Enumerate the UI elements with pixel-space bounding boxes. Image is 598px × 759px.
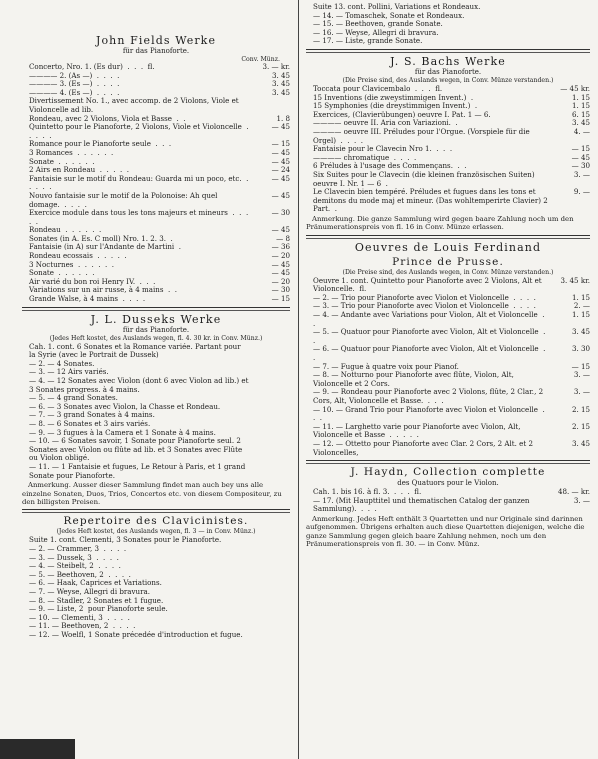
catalog-entry xyxy=(22,437,290,463)
bach-title: J. S. Bachs Werke xyxy=(390,54,506,68)
entry-price: 3. 45 xyxy=(571,118,590,128)
entry-price xyxy=(549,20,590,29)
entry-price: 3. 45 xyxy=(571,438,590,448)
entry-title: 15 Inventions (die zweystimmigen Invent.) . xyxy=(313,92,474,102)
entry-title: 3 Nocturnes . . . . . . xyxy=(29,259,115,269)
entry-price xyxy=(249,97,290,114)
catalog-entry xyxy=(22,463,290,480)
entry-title: ———— chromatique . . . . xyxy=(313,152,417,162)
catalog-entry xyxy=(306,328,590,345)
haydn-remark: Anmerkung. Jedes Heft enthält 3 Quartetten und nur Originale sind darinnen aufgenommen. Übrigens erhalten auch diese Quartetten diejenigen, welche die ganze Sammlung gegen gleich baare Zahlung nehmen, noch um den Pränumerationspreis von fl. 30. — in Conv. Münz. xyxy=(306,514,585,549)
entry-price: — 8 xyxy=(276,233,290,243)
catalog-entry xyxy=(306,423,590,440)
entry-title: — 11. — Larghetto varie pour Pianoforte avec Violon, Alt, Violoncelle et Basse . . . . . xyxy=(313,421,523,440)
entry-title: — 5. — Beethoven, 2 . . . . xyxy=(29,569,131,579)
catalog-entry xyxy=(22,97,290,114)
divider xyxy=(306,460,590,464)
entry-price: — 24 xyxy=(271,165,290,175)
catalog-entry xyxy=(306,128,590,145)
entry-title: Sonate . . . . . . xyxy=(29,156,95,166)
entry-title: — 10. — Clementi, 3 . . . . xyxy=(29,612,130,622)
entry-price xyxy=(249,429,290,438)
haydn-subtitle: des Quatuors pour le Violon. xyxy=(397,479,499,488)
entry-title: — 3. — 12 Airs variés. xyxy=(29,367,109,377)
entry-price: — 36 xyxy=(271,242,290,252)
ferdinand-title: Oeuvres de Louis Ferdinand xyxy=(354,240,542,254)
entry-price: 3. — xyxy=(573,370,590,380)
dussek-section xyxy=(22,313,290,507)
entry-price: — 20 xyxy=(271,276,290,286)
catalog-entry xyxy=(22,295,290,304)
entry-price: — 45 xyxy=(271,147,290,157)
entry-title: Suite 1. cont. Clementi, 3 Sonates pour le Pianoforte. xyxy=(29,535,222,545)
entry-price xyxy=(249,411,290,420)
bach-section xyxy=(306,55,590,232)
entry-price xyxy=(249,536,290,545)
entry-price: 3. 45 xyxy=(271,79,290,89)
entry-title: Quintetto pour le Pianoforte, 2 Violons, Viole et Violoncelle . . . . . xyxy=(29,122,254,140)
field-title: John Fields Werke xyxy=(95,34,217,47)
entry-price xyxy=(249,579,290,588)
entry-price: — 15 xyxy=(571,144,590,154)
entry-price: 3. 45 xyxy=(271,70,290,80)
entry-title: Grande Walse, à 4 mains . . . . xyxy=(29,294,146,304)
bach-subtitle: für das Pianoforte. xyxy=(414,67,482,76)
entry-title: — 4. — Andante avec Variations pour Violon, Alt et Violoncelle . . xyxy=(313,310,549,328)
bach-price-note: (Die Preise sind, des Auslands wegen, in Conv. Münze verstanden.) xyxy=(342,76,554,84)
entry-title: Romance pour le Pianoforte seule . . . xyxy=(29,139,172,149)
entry-price xyxy=(249,622,290,631)
catalog-entry xyxy=(22,192,290,209)
entry-price xyxy=(249,562,290,571)
catalog-entry xyxy=(22,123,290,140)
entry-price: — 45 xyxy=(271,190,290,200)
catalog-entry xyxy=(22,175,290,192)
entry-title: — 6. — Haak, Caprices et Variations. xyxy=(29,578,162,588)
dussek-title: J. L. Dusseks Werke xyxy=(90,312,222,326)
entry-price: 1. 15 xyxy=(571,92,590,102)
catalog-entry xyxy=(306,171,590,188)
entry-price xyxy=(549,37,590,46)
entry-title: 6 Préludes à l'usage des Commençans. . . xyxy=(313,161,467,171)
entry-title: — 11. — 1 Fantaisie et fugues, Le Retour à Paris, et 1 grand Sonate pour Pianoforte. xyxy=(29,461,248,480)
dussek-remark: Anmerkung. Ausser dieser Sammlung findet man auch bey uns alle einzelne Sonaten, Duos, Trios, Concertos etc. von diesem Compositeur, zu den billigsten Preisen. xyxy=(22,481,282,506)
catalog-entry xyxy=(306,497,590,514)
field-subtitle: für das Pianoforte. xyxy=(122,47,190,55)
catalog-entry xyxy=(22,631,290,640)
entry-title: ———— oeuvre III. Préludes pour l'Orgue. (Vorspiele für die Orgel) . . . . xyxy=(313,126,532,145)
catalog-entry xyxy=(306,406,590,423)
entry-title: Six Suites pour le Clavecin (die kleinen französischen Suiten) oeuvre I. Nr. 1 — 6 . xyxy=(313,169,537,188)
ferdinand-section xyxy=(306,241,590,457)
entry-price: 2. 15 xyxy=(571,421,590,431)
clavicinistes-price-note: (Jedes Heft kostet, des Auslands wegen, fl. 3 — in Conv. Münz.) xyxy=(56,528,256,536)
entry-title: — 2. — Crammer, 3 . . . . xyxy=(29,543,127,553)
scan-corner-shadow xyxy=(0,739,75,759)
catalog-entry xyxy=(306,37,590,46)
entry-price xyxy=(249,605,290,614)
entry-price: — 45 xyxy=(271,259,290,269)
catalog-entry xyxy=(306,345,590,362)
entry-title: Fantaisie (in A) sur l'Andante de Martini . xyxy=(29,242,181,252)
entry-title: Rondeau . . . . . . xyxy=(29,225,102,235)
entry-title: Exercices, (Clavierübungen) oeuvre I. Pat. 1 — 6. xyxy=(313,109,491,119)
entry-price: 2. 15 xyxy=(571,404,590,414)
entry-title: Nouvo fantaisie sur le motif de la Polonoise: Ah quel domage. . . . . xyxy=(29,190,220,209)
entry-price: — 45 xyxy=(271,173,290,183)
dussek-price-note: (Jedes Heft kostet, des Auslands wegen, fl. 4. 30 kr. in Conv. Münz.) xyxy=(49,334,263,342)
entry-price: — 45 xyxy=(271,268,290,278)
entry-title: — 16. — Weyse, Allegri di bravura. xyxy=(313,27,439,37)
entry-title: — 4. — Steibelt, 2 . . . . xyxy=(29,561,121,571)
entry-title: — 17. — Liste, grande Sonate. xyxy=(313,36,423,46)
column-divider xyxy=(298,0,299,759)
entry-price: 3. — kr. xyxy=(262,62,290,71)
entry-title: Toccata pour Clavicembalo . . . fl. xyxy=(313,83,443,93)
entry-title: — 6. — Quatuor pour Pianoforte avec Violon, Alt et Violoncelle . . xyxy=(313,344,550,363)
clavicinistes-title: Repertoire des Clavicinistes. xyxy=(63,515,249,528)
field-conv-header: Conv. Münz. xyxy=(241,56,280,63)
entry-price: — 15 xyxy=(571,361,590,371)
entry-title: 15 Symphonies (die dreystimmigen Invent.) . xyxy=(313,101,478,111)
entry-title: 3 Romances . . . . . . xyxy=(29,147,114,157)
entry-price: 1. 15 xyxy=(571,101,590,111)
entry-title: Le Clavecin bien tempéré. Préludes et fugues dans les tons et demitons du mode maj et mineur. (Das wohltemperirte Clavier) 2 Part. . xyxy=(313,187,551,214)
entry-title: — 5. — 4 grand Sonates. xyxy=(29,393,118,403)
divider xyxy=(306,49,590,53)
dussek-subtitle: für das Pianoforte. xyxy=(122,325,190,334)
entry-price: 2. — xyxy=(573,301,590,311)
entry-price xyxy=(549,3,590,12)
haydn-entries xyxy=(306,488,590,514)
entry-title: Air varié du bon roi Henry IV. . . . xyxy=(29,276,156,286)
catalog-entry xyxy=(306,388,590,405)
entry-price: — 45 xyxy=(271,225,290,235)
entry-price xyxy=(549,29,590,38)
entry-price xyxy=(249,571,290,580)
field-section xyxy=(22,34,290,304)
entry-price: 3. — xyxy=(573,387,590,397)
entry-price: 1. 8 xyxy=(276,113,290,123)
entry-title: Variations sur un air russe, à 4 mains . . xyxy=(29,285,177,295)
entry-price xyxy=(249,463,290,480)
entry-price xyxy=(249,368,290,377)
entry-title: Exercice module dans tous les tons majeurs et mineurs . . . . . xyxy=(29,208,253,226)
entry-price: — 45 xyxy=(571,152,590,162)
entry-price: — 45 xyxy=(271,122,290,132)
entry-title: Suite 13. cont. Pollini, Variations et Rondeaux. xyxy=(313,2,481,11)
entry-title: — 3. — Trio pour Pianoforte avec Violon et Violoncelle . . . . xyxy=(313,301,536,311)
entry-title: Fantaisie pour le Clavecin Nro 1. . . . xyxy=(313,144,453,154)
entry-price xyxy=(249,343,290,360)
entry-title: — 2. — 4 Sonates. xyxy=(29,358,95,368)
entry-title: — 6. — 3 Sonates avec Violon, la Chasse et Rondeau. xyxy=(29,401,221,411)
entry-title: — 9. — Liste, 2 pour Pianoforte seule. xyxy=(29,604,168,614)
entry-title: — 14. — Tomaschek, Sonate et Rondeaux. xyxy=(313,10,465,20)
ferdinand-title-line2: Prince de Prusse. xyxy=(392,255,504,268)
entry-title: Concerto, Nro. 1. (Es dur) . . . fl. xyxy=(29,62,155,71)
entry-title: Cah. 1. cont. 6 Sonates et la Romance variée. Partant pour la Syrie (avec le Portrait de Dussek) xyxy=(29,341,243,360)
entry-title: ———— oeuvre II. Aria con Variazioni. . xyxy=(313,118,458,128)
divider xyxy=(22,307,290,311)
catalog-entry xyxy=(22,209,290,226)
entry-title: — 3. — Dussek, 3 . . . . xyxy=(29,552,119,562)
entry-price xyxy=(249,437,290,463)
entry-title: — 17. (Mit Haupttitel und thematischen Catalog der ganzen Sammlung). . . . xyxy=(313,495,532,514)
entry-title: — 7. — 3 grand Sonates à 4 mains. xyxy=(29,410,155,420)
ferdinand-entries xyxy=(306,277,590,457)
entry-title: — 8. — 6 Sonates et 3 airs variés. xyxy=(29,418,151,428)
haydn-title: J. Haydn, Collection complette xyxy=(350,466,546,479)
entry-price xyxy=(249,420,290,429)
entry-price: — 30 xyxy=(271,208,290,218)
entry-title: — 12. — Ottetto pour Pianoforte avec Clar. 2 Cors, 2 Alt. et 2 Violoncelles, xyxy=(313,438,536,457)
entry-price: — 15 xyxy=(271,294,290,304)
entry-title: — 10. — Grand Trio pour Pianoforte avec Violon et Violoncelle . . . xyxy=(313,404,550,423)
entry-title: — 5. — Quatuor pour Pianoforte avec Violon, Alt et Violoncelle . . xyxy=(313,327,550,345)
clavicinistes-section xyxy=(22,515,290,639)
entry-price: — 45 xyxy=(271,156,290,166)
entry-title: — 4. — 12 Sonates avec Violon (dont 6 avec Violon ad lib.) et 3 Sonates progress. à 4 mains. xyxy=(29,376,251,394)
entry-price xyxy=(249,554,290,563)
entry-price: 48. — kr. xyxy=(557,487,590,497)
left-column xyxy=(22,0,290,759)
entry-price: — 30 xyxy=(571,161,590,171)
entry-price: 3. 45 xyxy=(271,87,290,97)
entry-title: — 8. — Stadler, 2 Sonates et 1 fugue. xyxy=(29,595,164,605)
entry-price: 3. — xyxy=(573,169,590,179)
entry-price xyxy=(249,588,290,597)
entry-title: — 7. — Fugue à quatre voix pour Pianof. xyxy=(313,361,459,371)
haydn-section xyxy=(306,466,590,548)
entry-price: — 20 xyxy=(271,251,290,261)
entry-price: 6. 15 xyxy=(571,109,590,119)
catalog-entry xyxy=(306,188,590,214)
entry-title: ———— 4. (Es —) . . . . xyxy=(29,87,120,97)
divider xyxy=(22,509,290,513)
entry-title: — 15. — Beethoven, grande Sonate. xyxy=(313,19,443,29)
entry-price: 3. 45 kr. xyxy=(560,275,590,285)
entry-price: — 15 xyxy=(271,139,290,149)
entry-title: — 8. — Notturno pour Pianoforte avec flûte, Violon, Alt, Violoncelle et 2 Cors. xyxy=(313,370,517,388)
entry-price: 1. 15 xyxy=(571,310,590,320)
clavicinistes-continued-entries xyxy=(306,3,590,46)
entry-title: Divertissement No. 1., avec accomp. de 2 Violons, Viole et Violoncelle ad lib. xyxy=(29,96,241,114)
catalog-entry xyxy=(306,371,590,388)
bach-entries xyxy=(306,85,590,214)
entry-title: Sonates (in A. Es. C moll) Nro. 1. 2. 3. . xyxy=(29,233,173,243)
entry-price xyxy=(249,394,290,403)
catalog-entry xyxy=(306,440,590,457)
field-entries xyxy=(22,63,290,304)
entry-price: — 30 xyxy=(271,285,290,295)
bach-remark: Anmerkung. Die ganze Sammlung wird gegen baare Zahlung noch um den Pränumerationspreis von fl. 16 in Conv. Münze erlassen. xyxy=(306,214,574,232)
entry-title: — 9. — 3 fugues à la Camera et 1 Sonate à 4 mains. xyxy=(29,427,216,437)
entry-title: — 2. — Trio pour Pianoforte avec Violon et Violoncelle . . . . xyxy=(313,292,536,302)
right-column xyxy=(306,0,590,759)
entry-title: Rondeau ecossais . . . . . xyxy=(29,251,127,261)
dussek-entries xyxy=(22,343,290,481)
entry-title: Oeuvre 1. cont. Quintetto pour Pianoforte avec 2 Violons, Alt et Violoncelle. fl. xyxy=(313,275,544,294)
entry-price: 3. 45 xyxy=(571,327,590,337)
entry-price xyxy=(249,377,290,394)
entry-price: — 45 kr. xyxy=(560,83,590,93)
entry-price xyxy=(249,545,290,554)
entry-title: ———— 2. (As —) . . . . xyxy=(29,70,120,80)
entry-price xyxy=(249,403,290,412)
entry-price xyxy=(249,360,290,369)
entry-title: Fantaisie sur le motif du Rondeau: Guarda mi un poco, etc. . . . . . xyxy=(29,173,253,192)
divider xyxy=(306,235,590,239)
entry-price: 9. — xyxy=(573,187,590,197)
entry-title: Sonate . . . . . . xyxy=(29,268,95,278)
entry-price: 3. 30 xyxy=(571,344,590,354)
entry-price: 1. 15 xyxy=(571,292,590,302)
entry-price xyxy=(249,631,290,640)
entry-title: — 10. — 6 Sonates savoir, 1 Sonate pour Pianoforte seul. 2 Sonates avec Violon ou flûte ad lib. et 3 Sonates avec Flûte ou Violon obligé. xyxy=(29,436,245,463)
entry-title: ———— 3. (Es —) . . . . xyxy=(29,79,120,89)
clavicinistes-entries xyxy=(22,536,290,639)
entry-price xyxy=(249,597,290,606)
entry-title: 2 Airs en Rondeau . . . . . xyxy=(29,165,130,175)
entry-price: 4. — xyxy=(573,126,590,136)
catalog-entry xyxy=(306,277,590,294)
ferdinand-price-note: (Die Preise sind, des Auslands wegen, in Conv. Münze verstanden.) xyxy=(342,268,554,276)
catalog-entry xyxy=(306,311,590,328)
entry-price xyxy=(549,12,590,21)
entry-price: 3. — xyxy=(573,495,590,505)
entry-title: — 7. — Weyse, Allegri di bravura. xyxy=(29,586,150,596)
entry-price xyxy=(249,614,290,623)
entry-title: Cah. 1. bis 16. à fl. 3. . . . fl. xyxy=(313,487,422,497)
catalog-entry xyxy=(22,377,290,394)
catalog-entry xyxy=(22,343,290,360)
entry-title: — 9. — Rondeau pour Pianoforte avec 2 Violons, flûte, 2 Clar., 2 Cors, Alt, Violoncelle et Basse. . . . xyxy=(313,387,546,405)
entry-title: — 12. — Woelfl, 1 Sonate précedée d'introduction et fugue. xyxy=(29,629,243,639)
entry-title: Rondeau, avec 2 Violons, Viola et Basse . . xyxy=(29,113,186,123)
entry-title: — 11. — Beethoven, 2 . . . . xyxy=(29,621,136,631)
